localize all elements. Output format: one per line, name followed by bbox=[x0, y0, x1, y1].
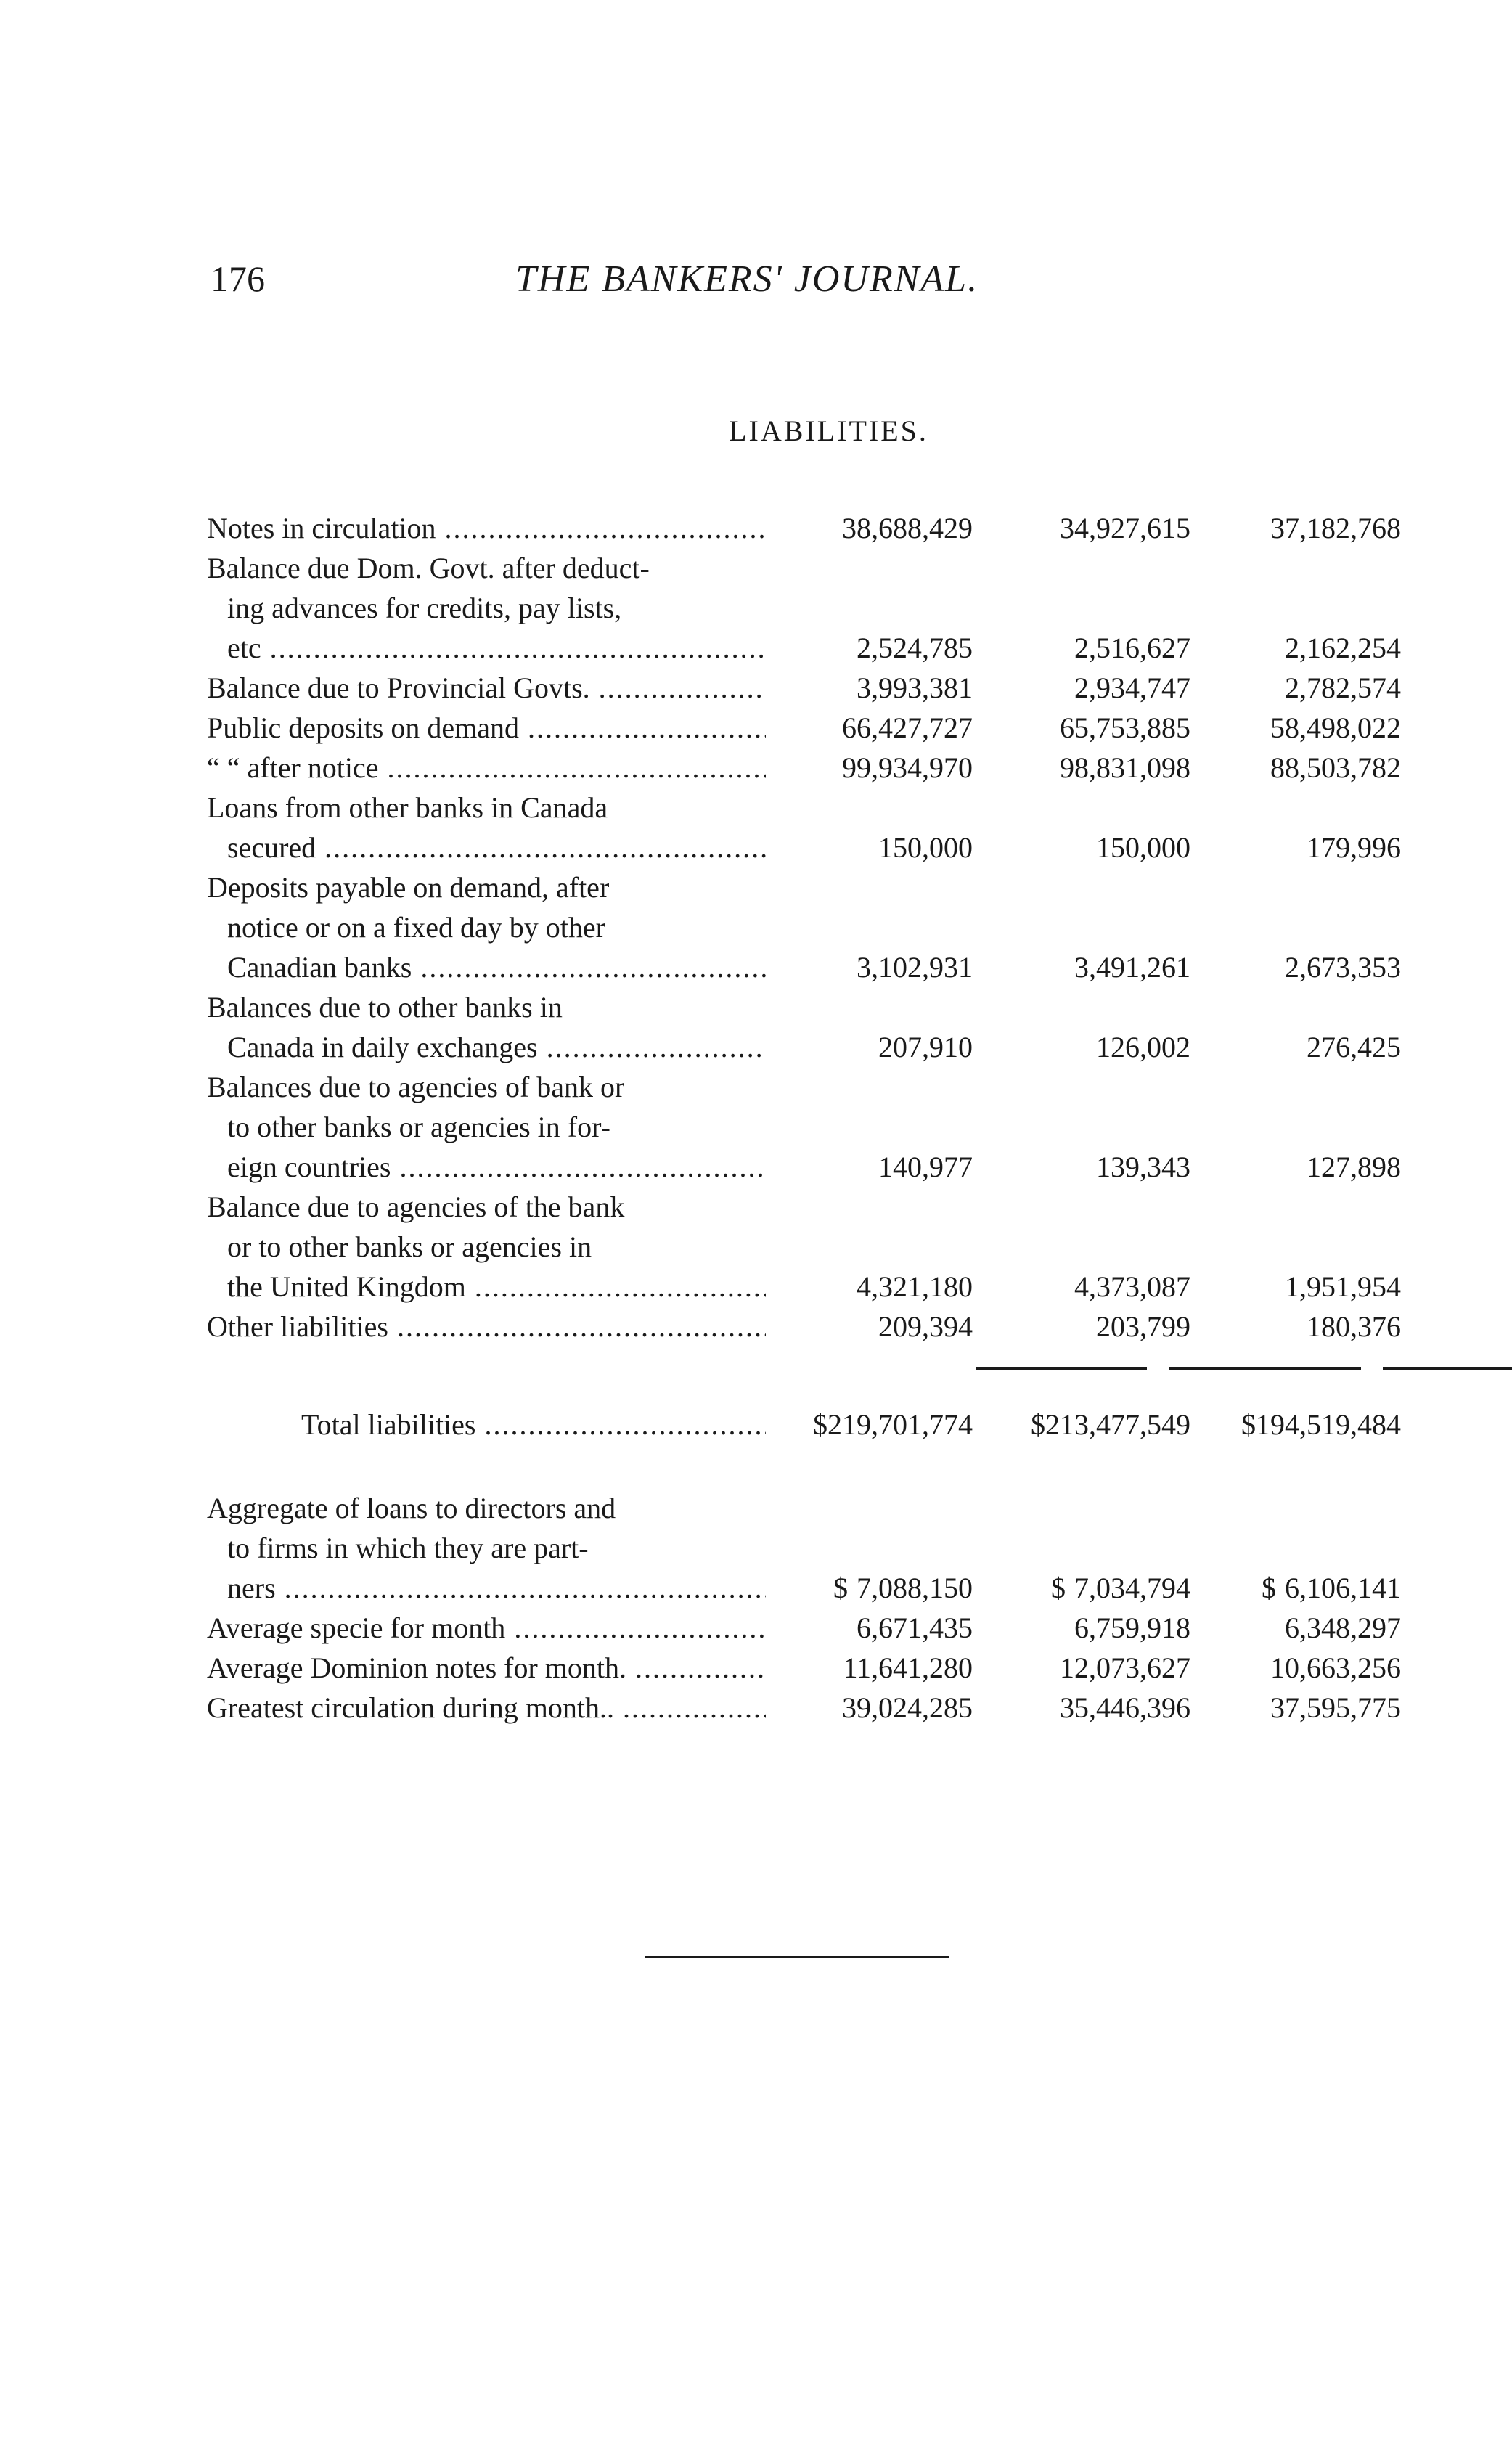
row-value-text: 7,088,150 bbox=[857, 1572, 973, 1604]
table-row bbox=[207, 748, 1401, 788]
row-value-text: 66,427,727 bbox=[842, 711, 973, 744]
row-label-line: Balance due to agencies of the bank bbox=[207, 1190, 625, 1223]
table-row bbox=[207, 1608, 1401, 1648]
row-value-text: 37,182,768 bbox=[1270, 512, 1401, 544]
row-value-2 bbox=[973, 1027, 1190, 1067]
row-value-text: 34,927,615 bbox=[1060, 512, 1190, 544]
row-value-text: 58,498,022 bbox=[1270, 711, 1401, 744]
currency-symbol: $ bbox=[833, 1572, 848, 1604]
row-value-3 bbox=[1190, 1147, 1401, 1187]
row-value-text: 2,524,785 bbox=[857, 632, 973, 664]
row-value-text: 39,024,285 bbox=[842, 1691, 973, 1724]
row-value-text: 6,671,435 bbox=[857, 1611, 973, 1644]
row-value-2 bbox=[973, 1688, 1190, 1728]
row-label-line: Canadian banks ..... bbox=[207, 947, 766, 987]
row-value-text: 37,595,775 bbox=[1270, 1691, 1401, 1724]
row-value-3 bbox=[1190, 828, 1401, 867]
row-label bbox=[207, 1648, 766, 1688]
page-number: 176 bbox=[211, 258, 265, 299]
row-value-text: 179,996 bbox=[1307, 831, 1401, 864]
row-value-text: 2,673,353 bbox=[1285, 951, 1401, 984]
row-value-1 bbox=[766, 708, 973, 748]
table-row bbox=[207, 1688, 1401, 1728]
row-value-2 bbox=[973, 1307, 1190, 1347]
row-value-1 bbox=[766, 828, 973, 867]
row-value-2 bbox=[973, 1267, 1190, 1307]
table-row bbox=[207, 867, 1401, 987]
row-value-text: 2,162,254 bbox=[1285, 632, 1401, 664]
row-label bbox=[207, 987, 766, 1067]
row-value-3 bbox=[1190, 1027, 1401, 1067]
row-value-3 bbox=[1190, 1688, 1401, 1728]
other-rows bbox=[207, 1488, 1401, 1728]
row-value-text: 3,491,261 bbox=[1074, 951, 1190, 984]
total-row bbox=[207, 1405, 1401, 1445]
liabilities-table bbox=[207, 508, 1401, 1728]
section-title: LIABILITIES. bbox=[729, 414, 928, 447]
row-value-text: 3,993,381 bbox=[857, 671, 973, 704]
row-value-text: 98,831,098 bbox=[1060, 751, 1190, 784]
row-value-text: 12,073,627 bbox=[1060, 1651, 1190, 1684]
row-label-line: the United Kingdom ..... bbox=[207, 1267, 766, 1307]
total-label: Total liabilities ..... bbox=[207, 1405, 766, 1445]
currency-symbol: $ bbox=[1051, 1572, 1066, 1604]
row-value-text: 11,641,280 bbox=[843, 1651, 973, 1684]
row-value-text: 65,753,885 bbox=[1060, 711, 1190, 744]
row-value-text: 150,000 bbox=[878, 831, 973, 864]
row-value-text: 126,002 bbox=[1096, 1031, 1190, 1063]
row-value-text: 4,373,087 bbox=[1074, 1270, 1190, 1303]
row-value-text: 209,394 bbox=[878, 1310, 973, 1343]
row-label bbox=[207, 548, 766, 668]
row-value-text: 203,799 bbox=[1096, 1310, 1190, 1343]
row-label-line: Public deposits on demand ..... bbox=[207, 708, 766, 748]
row-label bbox=[207, 1187, 766, 1307]
row-value-text: 6,759,918 bbox=[1074, 1611, 1190, 1644]
row-value-3 bbox=[1190, 708, 1401, 748]
row-label-line: notice or on a fixed day by other bbox=[227, 911, 605, 944]
row-value-text: 1,951,954 bbox=[1285, 1270, 1401, 1303]
row-label-line: Notes in circulation ..... bbox=[207, 508, 766, 548]
row-label-line: secured ..... bbox=[207, 828, 766, 867]
table-row bbox=[207, 1067, 1401, 1187]
liabilities-rows bbox=[207, 508, 1401, 1347]
row-label-line: Other liabilities ..... bbox=[207, 1307, 766, 1347]
total-value-2: $213,477,549 bbox=[1031, 1408, 1190, 1441]
row-value-text: 150,000 bbox=[1096, 831, 1190, 864]
row-value-1 bbox=[766, 1688, 973, 1728]
row-label bbox=[207, 1688, 766, 1728]
row-label-line: ing advances for credits, pay lists, bbox=[227, 592, 622, 624]
row-value-text: 2,934,747 bbox=[1074, 671, 1190, 704]
row-value-3 bbox=[1190, 628, 1401, 668]
row-value-text: 4,321,180 bbox=[857, 1270, 973, 1303]
row-value-text: 7,034,794 bbox=[1074, 1572, 1190, 1604]
table-row bbox=[207, 548, 1401, 668]
row-value-1 bbox=[766, 748, 973, 788]
row-label-line: Aggregate of loans to directors and bbox=[207, 1492, 616, 1524]
rule-col-2 bbox=[1169, 1367, 1361, 1370]
row-value-2 bbox=[973, 708, 1190, 748]
row-value-text: 10,663,256 bbox=[1270, 1651, 1401, 1684]
row-label bbox=[207, 867, 766, 987]
total-value-3: $194,519,484 bbox=[1241, 1408, 1401, 1441]
table-row bbox=[207, 1648, 1401, 1688]
table-row bbox=[207, 987, 1401, 1067]
rule-col-3 bbox=[1383, 1367, 1512, 1370]
row-value-text: 88,503,782 bbox=[1270, 751, 1401, 784]
row-label bbox=[207, 748, 766, 788]
row-value-1 bbox=[766, 1648, 973, 1688]
row-value-text: 140,977 bbox=[878, 1151, 973, 1183]
row-label-line: Balance due Dom. Govt. after deduct- bbox=[207, 552, 650, 584]
row-value-3 bbox=[1190, 1648, 1401, 1688]
row-label-line: “ “ after notice ..... bbox=[207, 748, 766, 788]
row-value-text: 180,376 bbox=[1307, 1310, 1401, 1343]
row-value-1 bbox=[766, 508, 973, 548]
row-label bbox=[207, 508, 766, 548]
row-value-1 bbox=[766, 628, 973, 668]
row-label bbox=[207, 708, 766, 748]
total-value-1: $219,701,774 bbox=[813, 1408, 973, 1441]
row-value-text: 35,446,396 bbox=[1060, 1691, 1190, 1724]
row-label-line: to firms in which they are part- bbox=[227, 1532, 589, 1564]
row-value-2 bbox=[973, 628, 1190, 668]
row-label-line: Balances due to other banks in bbox=[207, 991, 563, 1024]
row-label-line: to other banks or agencies in for- bbox=[227, 1111, 610, 1143]
row-label bbox=[207, 668, 766, 708]
row-value-text: 276,425 bbox=[1307, 1031, 1401, 1063]
table-row bbox=[207, 708, 1401, 748]
table-row bbox=[207, 1307, 1401, 1347]
row-label bbox=[207, 1067, 766, 1187]
row-value-2 bbox=[973, 1648, 1190, 1688]
journal-title: THE BANKERS' JOURNAL. bbox=[515, 258, 979, 300]
row-label bbox=[207, 788, 766, 867]
row-label-line: Loans from other banks in Canada bbox=[207, 791, 608, 824]
row-label-line: Deposits payable on demand, after bbox=[207, 871, 610, 904]
row-label-line: or to other banks or agencies in bbox=[227, 1230, 592, 1263]
row-value-text: 127,898 bbox=[1307, 1151, 1401, 1183]
row-value-1 bbox=[766, 1267, 973, 1307]
row-label-line: Average Dominion notes for month. ..... bbox=[207, 1648, 766, 1688]
running-head bbox=[211, 258, 1103, 301]
row-value-1 bbox=[766, 668, 973, 708]
row-value-text: 2,782,574 bbox=[1285, 671, 1401, 704]
row-value-text: 139,343 bbox=[1096, 1151, 1190, 1183]
row-value-text: 2,516,627 bbox=[1074, 632, 1190, 664]
row-value-2 bbox=[973, 1568, 1190, 1608]
row-label-line: ners ..... bbox=[207, 1568, 766, 1608]
row-value-1 bbox=[766, 1147, 973, 1187]
table-row bbox=[207, 1488, 1401, 1608]
row-value-2 bbox=[973, 748, 1190, 788]
table-row bbox=[207, 508, 1401, 548]
row-value-3 bbox=[1190, 1307, 1401, 1347]
closing-rule bbox=[645, 1956, 949, 1958]
row-value-3 bbox=[1190, 1267, 1401, 1307]
row-label bbox=[207, 1608, 766, 1648]
row-value-2 bbox=[973, 828, 1190, 867]
row-value-text: 207,910 bbox=[878, 1031, 973, 1063]
currency-symbol: $ bbox=[1262, 1572, 1276, 1604]
row-value-2 bbox=[973, 947, 1190, 987]
row-label-line: Greatest circulation during month.. ..... bbox=[207, 1688, 766, 1728]
row-label bbox=[207, 1307, 766, 1347]
row-value-1 bbox=[766, 1027, 973, 1067]
row-value-1 bbox=[766, 1608, 973, 1648]
row-value-3 bbox=[1190, 947, 1401, 987]
row-value-text: 3,102,931 bbox=[857, 951, 973, 984]
row-label bbox=[207, 1488, 766, 1608]
row-value-1 bbox=[766, 1568, 973, 1608]
total-rules bbox=[207, 1347, 1397, 1397]
table-row bbox=[207, 788, 1401, 867]
total-label-cell bbox=[207, 1405, 766, 1445]
row-value-3 bbox=[1190, 1568, 1401, 1608]
row-value-text: 6,348,297 bbox=[1285, 1611, 1401, 1644]
table-row bbox=[207, 668, 1401, 708]
row-value-2 bbox=[973, 668, 1190, 708]
row-label-line: etc ..... bbox=[207, 628, 766, 668]
row-value-text: 6,106,141 bbox=[1285, 1572, 1401, 1604]
rule-col-1 bbox=[976, 1367, 1147, 1370]
row-value-text: 99,934,970 bbox=[842, 751, 973, 784]
row-value-2 bbox=[973, 508, 1190, 548]
row-label-line: Balance due to Provincial Govts. ..... bbox=[207, 668, 766, 708]
row-value-3 bbox=[1190, 1608, 1401, 1648]
table-row bbox=[207, 1187, 1401, 1307]
row-value-3 bbox=[1190, 668, 1401, 708]
row-value-2 bbox=[973, 1608, 1190, 1648]
row-value-text: 38,688,429 bbox=[842, 512, 973, 544]
row-value-2 bbox=[973, 1147, 1190, 1187]
row-label-line: Average specie for month ..... bbox=[207, 1608, 766, 1648]
row-label-line: Canada in daily exchanges ..... bbox=[207, 1027, 766, 1067]
spacer bbox=[207, 1445, 1397, 1488]
row-value-3 bbox=[1190, 748, 1401, 788]
row-value-1 bbox=[766, 947, 973, 987]
row-label-line: Balances due to agencies of bank or bbox=[207, 1071, 625, 1103]
row-value-3 bbox=[1190, 508, 1401, 548]
row-value-1 bbox=[766, 1307, 973, 1347]
row-label-line: eign countries ..... bbox=[207, 1147, 766, 1187]
